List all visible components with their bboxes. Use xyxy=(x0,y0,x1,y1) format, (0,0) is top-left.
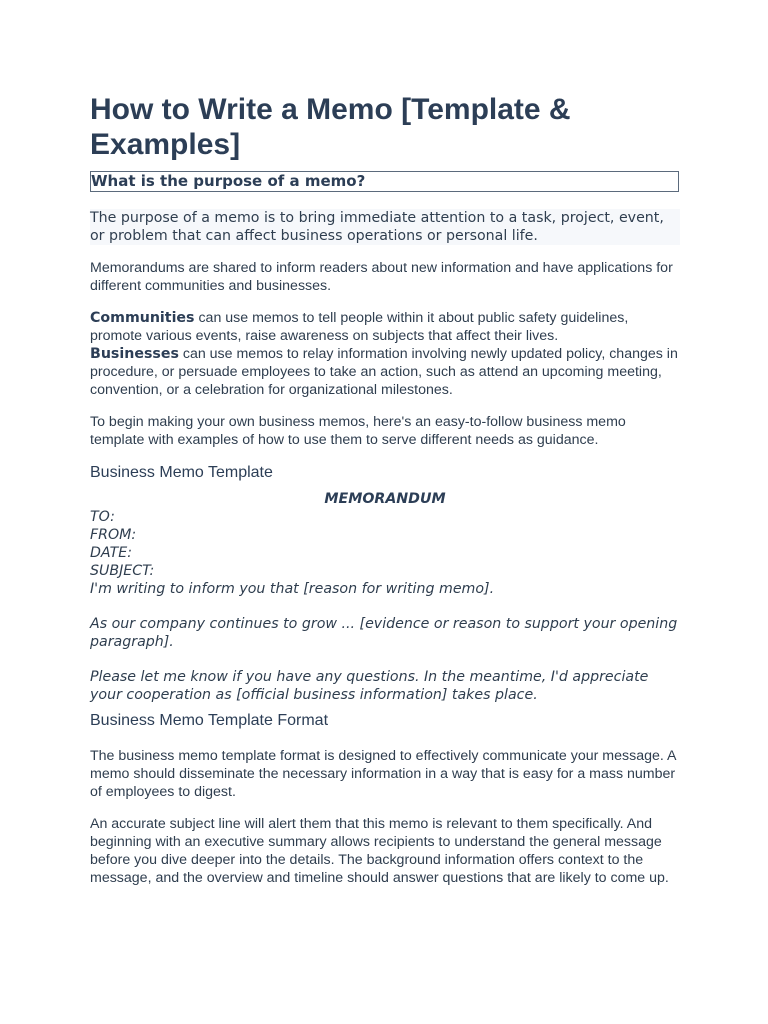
memo-line-1: I'm writing to inform you that [reason for writing memo]. xyxy=(90,581,495,597)
section-heading-purpose: What is the purpose of a memo? xyxy=(90,171,679,192)
memo-line-2: As our company continues to grow ... [evidence or reason to support your opening paragraph]. xyxy=(90,616,678,650)
format-heading: Business Memo Template Format xyxy=(90,712,329,729)
communities-businesses-paragraph xyxy=(90,309,680,399)
page-title: How to Write a Memo [Template & Examples] xyxy=(90,93,571,161)
template-heading: Business Memo Template xyxy=(90,464,273,481)
communities-label: Communities xyxy=(90,310,195,326)
format-paragraph-2: An accurate subject line will alert them that this memo is relevant to them specifically. And beginning with an executive summary allows recipients to understand the general message before you dive deeper into the details. The background information offers context to the message, and the overview and timeline should answer questions that are likely to come up. xyxy=(90,816,669,886)
communities-text: can use memos to tell people within it about public safety guidelines, promote various events, raise awareness on subjects that affect their lives. xyxy=(90,310,629,344)
memo-subject: SUBJECT: xyxy=(90,563,155,579)
memo-from: FROM: xyxy=(90,527,137,543)
memo-template xyxy=(90,490,680,704)
memo-date: DATE: xyxy=(90,545,133,561)
memo-to: TO: xyxy=(90,509,115,525)
memo-heading: MEMORANDUM xyxy=(324,491,446,507)
businesses-label: Businesses xyxy=(90,346,179,362)
document-page xyxy=(90,92,680,901)
begin-paragraph: To begin making your own business memos, here's an easy-to-follow business memo template with examples of how to use them to serve different needs as guidance. xyxy=(90,414,626,448)
format-paragraph-1: The business memo template format is designed to effectively communicate your message. A memo should disseminate the necessary information in a way that is easy for a mass number of employees to digest. xyxy=(90,748,676,800)
intro-paragraph: Memorandums are shared to inform readers about new information and have applications for different communities and businesses. xyxy=(90,260,673,294)
memo-line-3: Please let me know if you have any questions. In the meantime, I'd appreciate your cooperation as [official business information] takes place. xyxy=(90,669,649,703)
purpose-summary: The purpose of a memo is to bring immediate attention to a task, project, event, or problem that can affect business operations or personal life. xyxy=(90,209,680,245)
businesses-text: can use memos to relay information involving newly updated policy, changes in procedure, or persuade employees to take an action, such as attend an upcoming meeting, convention, or a celebration for organizational milestones. xyxy=(90,346,678,398)
